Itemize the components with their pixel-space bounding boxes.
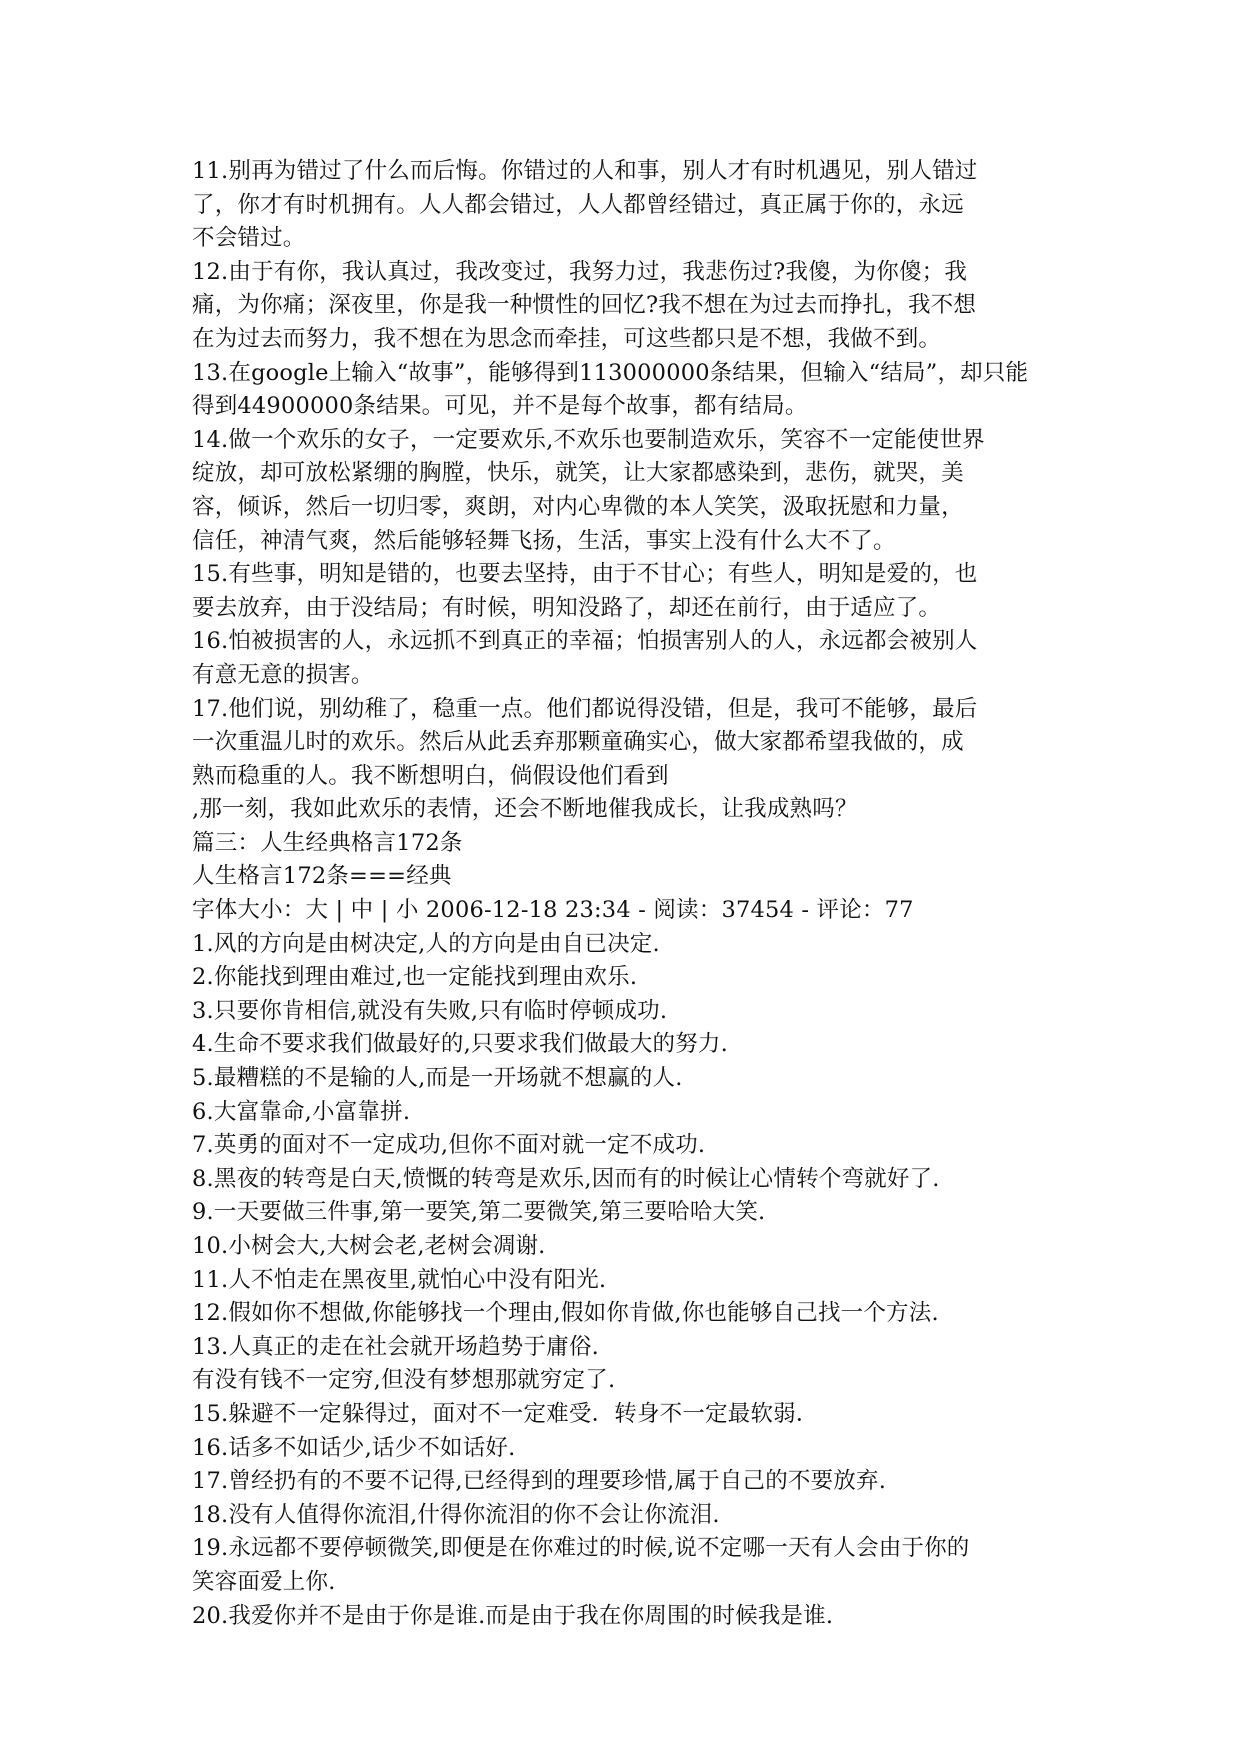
text-line: 8.黑夜的转弯是白天,愤慨的转弯是欢乐,因而有的时候让心情转个弯就好了. xyxy=(192,1165,940,1192)
text-line: 信任，神清气爽，然后能够轻舞飞扬，生活，事实上没有什么大不了。 xyxy=(192,527,896,554)
text-line: 6.大富靠命,小富靠拼. xyxy=(192,1098,411,1125)
text-line: 有没有钱不一定穷,但没有梦想那就穷定了. xyxy=(192,1367,616,1394)
text-line: 9.一天要做三件事,第一要笑,第二要微笑,第三要哈哈大笑. xyxy=(192,1199,766,1226)
text-line: 5.最糟糕的不是输的人,而是一开场就不想赢的人. xyxy=(192,1065,683,1092)
text-line: 一次重温儿时的欢乐。然后从此丢弃那颗童确实心，做大家都希望我做的，成 xyxy=(192,729,964,756)
text-line: 得到44900000条结果。可见，并不是每个故事，都有结局。 xyxy=(192,393,808,420)
text-line: 18.没有人值得你流泪,什得你流泪的你不会让你流泪. xyxy=(192,1501,720,1528)
article-title: 人生格言172条===经典 xyxy=(192,863,452,890)
text-line: 11.人不怕走在黑夜里,就怕心中没有阳光. xyxy=(192,1266,607,1293)
text-line: 要去放弃，由于没结局；有时候，明知没路了，却还在前行，由于适应了。 xyxy=(192,594,942,621)
text-line: 绽放，却可放松紧绷的胸膛，快乐，就笑，让大家都感染到，悲伤，就哭，美 xyxy=(192,460,964,487)
text-line: 容，倾诉，然后一切归零，爽朗，对内心卑微的本人笑笑，汲取抚慰和力量， xyxy=(192,493,964,520)
text-line: 16.怕被损害的人，永远抓不到真正的幸福；怕损害别人的人，永远都会被别人 xyxy=(192,628,978,655)
text-line: 11.别再为错过了什么而后悔。你错过的人和事，别人才有时机遇见，别人错过 xyxy=(192,158,978,184)
text-line: 有意无意的损害。 xyxy=(192,661,374,688)
article-meta: 字体大小：大 | 中 | 小 2006-12-18 23:34 - 阅读：37454 - 评论：77 xyxy=(192,897,914,924)
text-line: 在为过去而努力，我不想在为思念而牵挂，可这些都只是不想，我做不到。 xyxy=(192,325,942,352)
text-line: 笑容面爱上你. xyxy=(192,1568,336,1595)
text-line: 痛，为你痛；深夜里，你是我一种惯性的回忆?我不想在为过去而挣扎，我不想 xyxy=(192,292,977,319)
text-line: 12.假如你不想做,你能够找一个理由,假如你肯做,你也能够自己找一个方法. xyxy=(192,1300,939,1327)
text-line: 15.有些事，明知是错的，也要去坚持，由于不甘心；有些人，明知是爱的，也 xyxy=(192,561,978,588)
text-line: 17.曾经扔有的不要不记得,已经得到的理要珍惜,属于自己的不要放弃. xyxy=(192,1468,887,1495)
text-line: 16.话多不如话少,话少不如话好. xyxy=(192,1434,516,1461)
text-line: 10.小树会大,大树会老,老树会凋谢. xyxy=(192,1233,546,1259)
text-line: 20.我爱你并不是由于你是谁.而是由于我在你周围的时候我是谁. xyxy=(192,1602,834,1629)
text-line: 了，你才有时机拥有。人人都会错过，人人都曾经错过，真正属于你的，永远 xyxy=(192,191,964,218)
text-line: 3.只要你肯相信,就没有失败,只有临时停顿成功. xyxy=(192,997,668,1024)
text-line: 熟而稳重的人。我不断想明白，倘假设他们看到 xyxy=(192,762,669,789)
text-line: 7.英勇的面对不一定成功,但你不面对就一定不成功. xyxy=(192,1132,706,1159)
text-line: 13.人真正的走在社会就开场趋势于庸俗. xyxy=(192,1333,599,1360)
text-line: 1.风的方向是由树决定,人的方向是由自已决定. xyxy=(192,930,660,957)
text-line: 14.做一个欢乐的女子，一定要欢乐,不欢乐也要制造欢乐，笑容不一定能使世界 xyxy=(192,426,985,453)
text-line: 不会错过。 xyxy=(192,225,306,252)
document-page xyxy=(192,155,1062,1633)
text-line: 13.在google上输入“故事”，能够得到113000000条结果，但输入“结局”，却只能 xyxy=(192,359,1029,386)
text-line: 15.躲避不一定躲得过，面对不一定难受．转身不一定最软弱． xyxy=(192,1400,819,1427)
section-title: 篇三：人生经典格言172条 xyxy=(192,829,463,856)
text-line: 17.他们说，别幼稚了，稳重一点。他们都说得没错，但是，我可不能够，最后 xyxy=(192,695,978,722)
text-line: 4.生命不要求我们做最好的,只要求我们做最大的努力. xyxy=(192,1031,728,1058)
text-line: ,那一刻，我如此欢乐的表情，还会不断地催我成长，让我成熟吗？ xyxy=(192,796,858,823)
text-line: 19.永远都不要停顿微笑,即便是在你难过的时候,说不定哪一天有人会由于你的 xyxy=(192,1535,970,1562)
text-line: 2.你能找到理由难过,也一定能找到理由欢乐. xyxy=(192,964,638,991)
text-line: 12.由于有你，我认真过，我改变过，我努力过，我悲伤过?我傻，为你傻；我 xyxy=(192,258,968,285)
